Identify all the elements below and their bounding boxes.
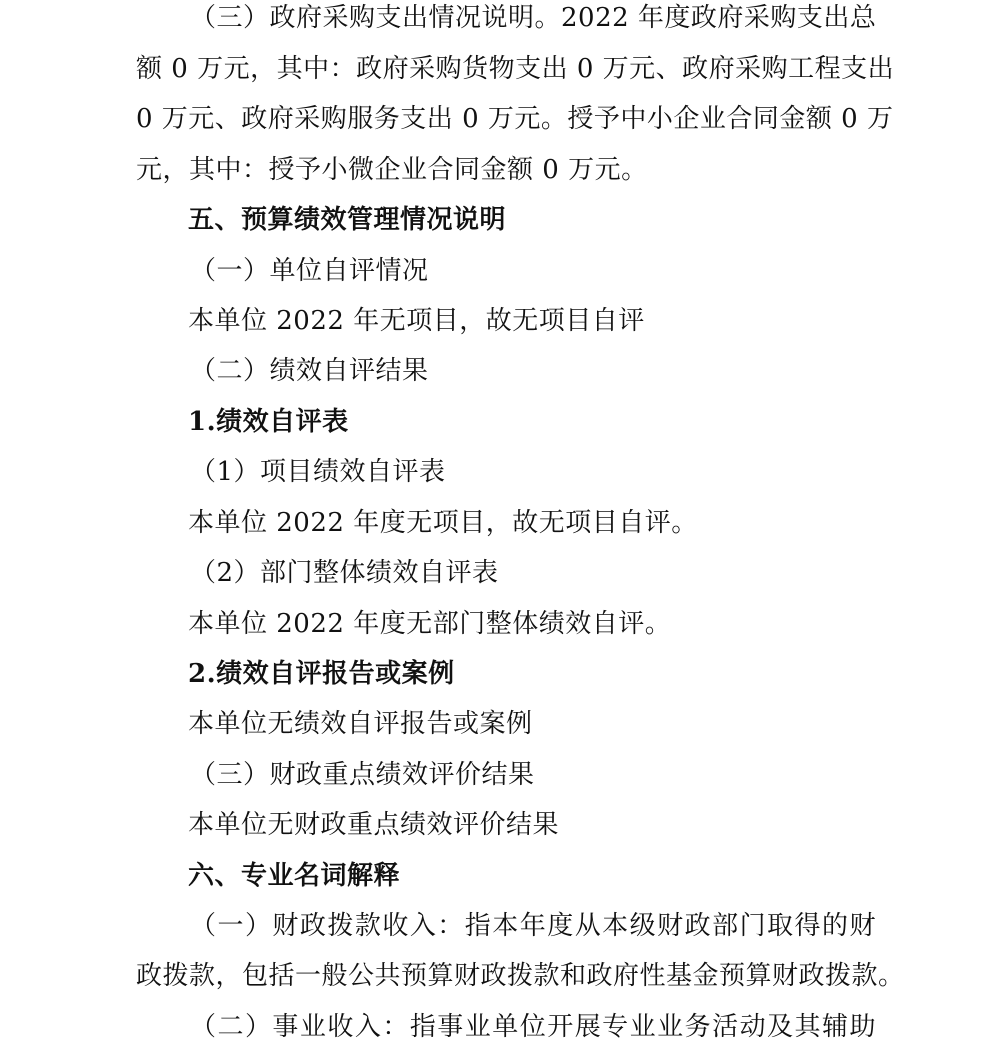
- paragraph-line: （三）政府采购支出情况说明。2022 年度政府采购支出总: [190, 3, 877, 33]
- paragraph-line: （二）事业收入：指事业单位开展专业业务活动及其辅助: [190, 1012, 876, 1042]
- paragraph-line: 本单位 2022 年无项目，故无项目自评: [188, 306, 645, 336]
- paragraph-line: 本单位 2022 年度无项目，故无项目自评。: [188, 508, 698, 538]
- item-subheading: （2）部门整体绩效自评表: [190, 558, 499, 588]
- paragraph-line: 本单位无财政重点绩效评价结果: [188, 810, 560, 840]
- paragraph-line: 政拨款，包括一般公共预算财政拨款和政府性基金预算财政拨款。: [136, 961, 905, 991]
- paragraph-line: 额 0 万元，其中：政府采购货物支出 0 万元、政府采购工程支出: [136, 54, 895, 84]
- section-heading: 五、预算绩效管理情况说明: [188, 205, 507, 235]
- item-subheading: （1）项目绩效自评表: [190, 457, 446, 487]
- paragraph-line: 元，其中：授予小微企业合同金额 0 万元。: [136, 155, 648, 185]
- subsection-heading: （三）财政重点绩效评价结果: [190, 760, 535, 790]
- subsection-heading: （一）单位自评情况: [190, 256, 429, 286]
- item-heading: 2.绩效自评报告或案例: [188, 659, 455, 689]
- subsection-heading: （二）绩效自评结果: [190, 356, 429, 386]
- paragraph-line: 本单位无绩效自评报告或案例: [188, 709, 533, 739]
- item-heading: 1.绩效自评表: [188, 407, 349, 437]
- section-heading: 六、专业名词解释: [188, 861, 401, 891]
- paragraph-line: 0 万元、政府采购服务支出 0 万元。授予中小企业合同金额 0 万: [136, 104, 894, 134]
- paragraph-line: 本单位 2022 年度无部门整体绩效自评。: [188, 609, 672, 639]
- paragraph-line: （一）财政拨款收入：指本年度从本级财政部门取得的财: [190, 911, 876, 941]
